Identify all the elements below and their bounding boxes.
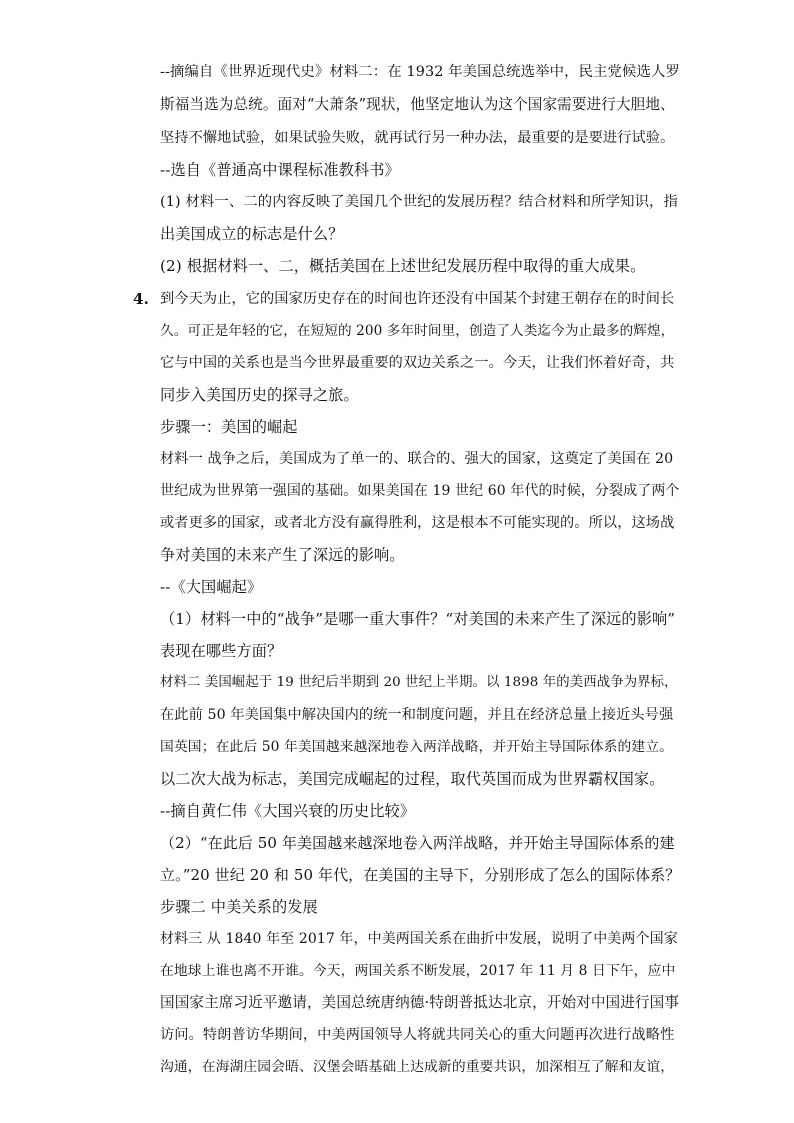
material-3-line-5: 沟通，在海湖庄园会晤、汉堡会晤基础上达成新的重要共识，加深相互了解和友谊， <box>160 1059 675 1075</box>
material-3-line-1: 材料三 从 1840 年至 2017 年，中美两国关系在曲折中发展，说明了中美两个国家 <box>160 931 678 947</box>
material-1-line-3: 或者更多的国家，或者北方没有赢得胜利，这是根本不可能实现的。所以，这场战 <box>160 515 675 531</box>
material-3-line-2: 在地球上谁也离不开谁。今天，两国关系不断发展，2017 年 11 月 8 日下午，应中 <box>160 963 676 979</box>
text-line-2: 斯福当选为总统。面对“大萧条”现状，他坚定地认为这个国家需要进行大胆地、 <box>160 96 675 113</box>
question-2-line: (2) 根据材料一、二，概括美国在上述世纪发展历程中取得的重大成果。 <box>160 257 646 275</box>
material-2-line-1: 材料二 美国崛起于 19 世纪后半期到 20 世纪上半期。以 1898 年的美西战争为界标， <box>160 675 678 690</box>
material-2-source: --摘自黄仁伟《大国兴衰的历史比较》 <box>160 802 416 820</box>
question-1-line-2: 出美国成立的标志是什么？ <box>160 225 344 243</box>
material-2-line-3: 国英国；在此后 50 年美国越来越深地卷入两洋战略，并开始主导国际体系的建立。 <box>160 739 674 755</box>
material-2-line-2: 在此前 50 年美国集中解决国内的统一和制度问题，并且在经济总量上接近头号强 <box>160 707 674 723</box>
material-1-line-4: 争对美国的未来产生了深远的影响。 <box>160 546 405 564</box>
source-citation-line: --选自《普通高中课程标准教科书》 <box>160 161 400 179</box>
material-1-source: --《大国崛起》 <box>160 578 263 596</box>
q4-sub2-line-2: 立。”20 世纪 20 和 50 年代，在美国的主导下，分别形成了怎么的国际体系？ <box>160 866 681 884</box>
material-1-line-1: 材料一 战争之后，美国成为了单一的、联合的、强大的国家，这奠定了美国在 20 <box>160 451 674 467</box>
material-3-line-3: 国国家主席习近平邀请，美国总统唐纳德·特朗普抵达北京，开始对中国进行国事 <box>160 994 680 1011</box>
step-2-heading: 步骤二 中美关系的发展 <box>160 898 318 916</box>
question-number: 4. <box>133 290 149 308</box>
material-3-line-4: 访问。特朗普访华期间，中美两国领导人将就共同关心的重大问题再次进行战略性 <box>160 1027 675 1043</box>
q4-sub2-line-1: （2）“在此后 50 年美国越来越深地卷入两洋战略，并开始主导国际体系的建 <box>160 834 675 852</box>
q4-sub1-line-2: 表现在哪些方面？ <box>160 642 283 660</box>
q4-sub1-line-1: （1）材料一中的“战争”是哪一重大事件？“对美国的未来产生了深远的影响” <box>160 610 676 628</box>
question-1-line-1: (1) 材料一、二的内容反映了美国几个世纪的发展历程？结合材料和所学知识，指 <box>160 194 679 210</box>
text-line-3: 坚持不懈地试验，如果试验失败，就再试行另一种办法，最重要的是要进行试验。 <box>160 130 675 146</box>
q4-intro-line-3: 它与中国的关系也是当今世界最重要的双边关系之一。今天，让我们怀着好奇，共 <box>160 355 675 371</box>
q4-intro-line-2: 久。可正是年轻的它，在短短的 200 多年时间里，创造了人类迄今为止最多的辉煌， <box>160 323 675 339</box>
q4-intro-line-1: 到今天为止，它的国家历史存在的时间也许还没有中国某个封建王朝存在的时间长 <box>160 291 675 307</box>
material-1-line-2: 世纪成为世界第一强国的基础。如果美国在 19 世纪 60 年代的时候，分裂成了两个 <box>160 483 680 499</box>
q4-intro-line-4: 同步入美国历史的探寻之旅。 <box>160 386 359 404</box>
text-line-1: --摘编自《世界近现代史》材料二：在 1932 年美国总统选举中，民主党候选人罗 <box>160 64 680 80</box>
step-1-heading: 步骤一：美国的崛起 <box>160 418 298 436</box>
material-2-line-4: 以二次大战为标志，美国完成崛起的过程，取代英国而成为世界霸权国家。 <box>160 770 665 788</box>
